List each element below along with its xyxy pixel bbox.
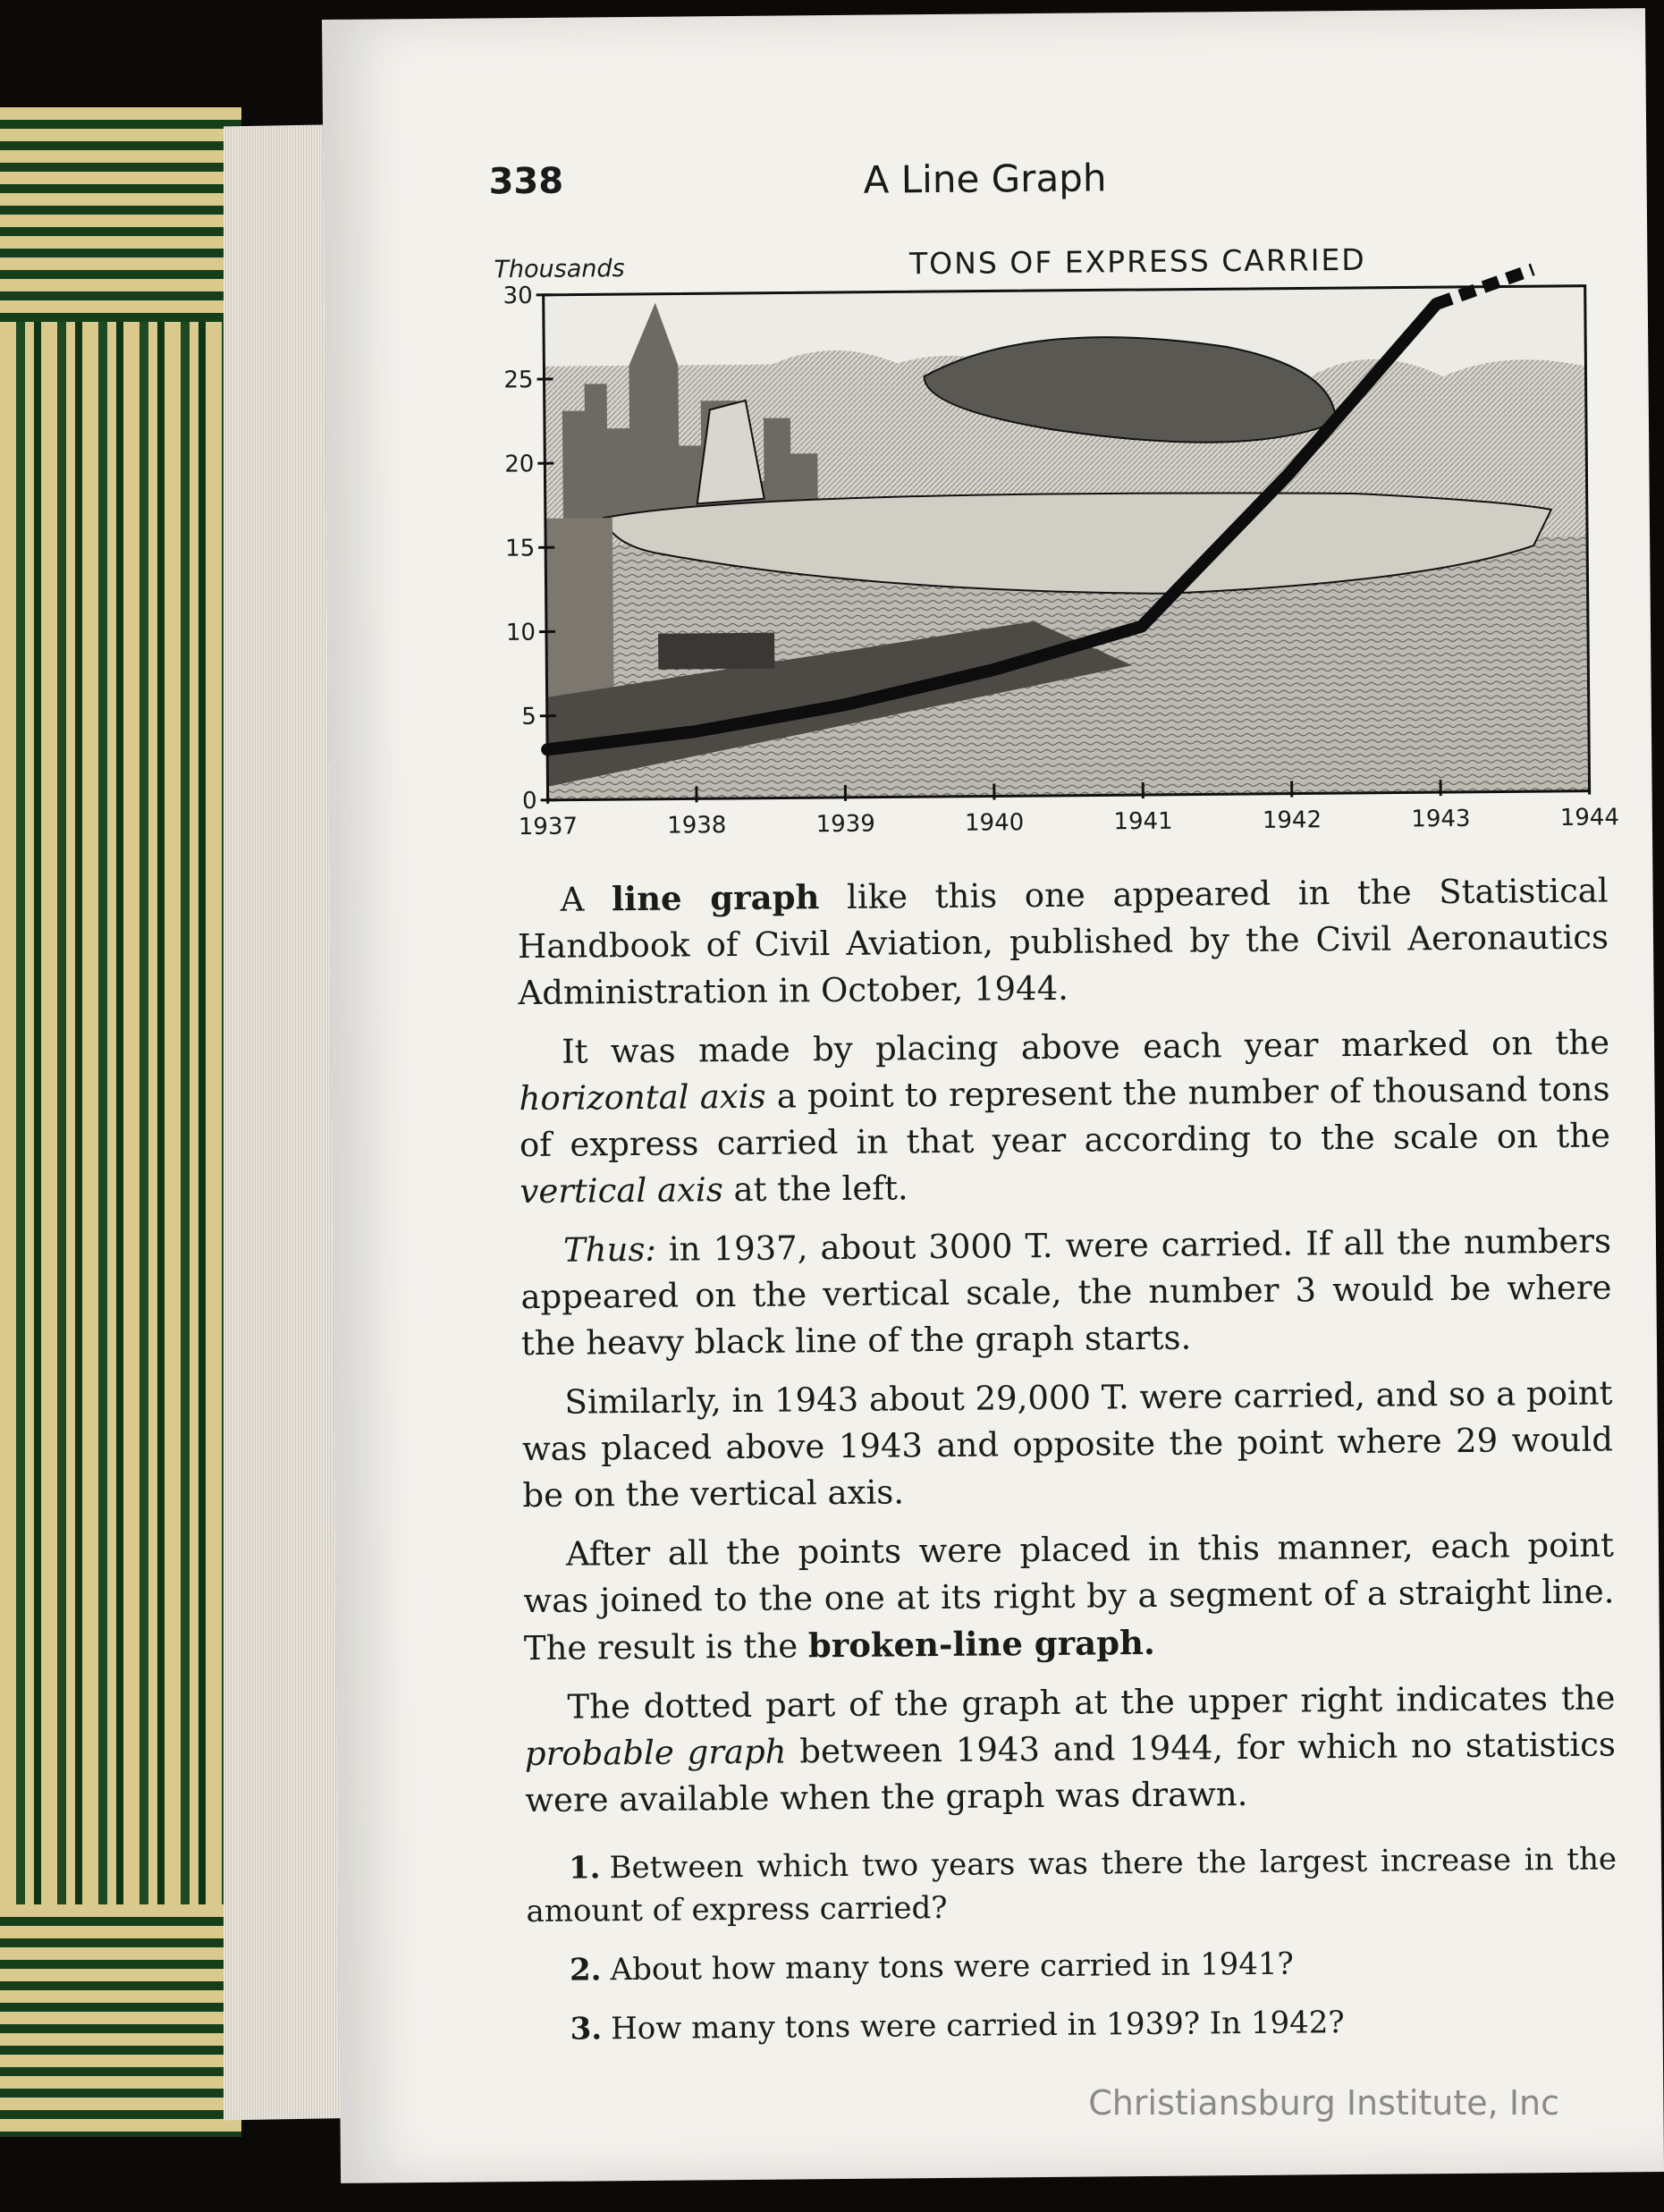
x-tick-label: 1941 — [1113, 807, 1173, 836]
cover-band-bottom — [0, 1904, 241, 2137]
data-point — [546, 748, 548, 750]
book-page — [322, 8, 1664, 2183]
y-tick-label: 20 — [504, 451, 535, 478]
line-graph — [476, 241, 1620, 841]
question — [527, 1939, 1618, 1992]
question-number: 3. — [570, 2011, 603, 2047]
question-text: Between which two years was there the largest increase in the amount of express carried? — [526, 1841, 1618, 1930]
cover-band-top — [0, 107, 241, 322]
question-number: 2. — [569, 1952, 602, 1988]
x-tick-label: 1939 — [815, 810, 875, 839]
x-tick-label: 1943 — [1411, 805, 1471, 833]
data-point — [1288, 473, 1290, 475]
x-tick-label: 1937 — [518, 813, 579, 841]
page-number: 338 — [488, 160, 564, 203]
term-line-graph: line graph — [611, 877, 820, 919]
data-point — [992, 669, 994, 671]
lead-in: Thus: — [562, 1229, 657, 1270]
paragraph — [519, 1019, 1611, 1215]
question — [527, 1998, 1618, 2051]
question-text: How many tons were carried in 1939? In 1942? — [610, 2005, 1345, 2047]
text-run: The dotted part of the graph at the upper right indicates the — [567, 1678, 1616, 1727]
text-run: like this one appeared in the Statistical Handbook of Civil Aviation, published by the Civil Aeronautics Administration in October, 1944. — [517, 871, 1609, 1013]
term-vertical-axis: vertical axis — [519, 1170, 723, 1212]
body-text — [517, 866, 1618, 2067]
paragraph: Similarly, in 1943 about 29,000 T. were carried, and so a point was placed above 1943 and opposite the point where 29 would be on the vertical axis. — [521, 1373, 1614, 1515]
text-run: A — [560, 880, 612, 919]
x-tick-label: 1944 — [1559, 804, 1620, 832]
y-tick-label: 30 — [503, 282, 533, 310]
watermark: Christiansburg Institute, Inc — [1088, 2083, 1559, 2123]
x-tick-label: 1942 — [1262, 806, 1322, 834]
text-run: It was made by placing above each year marked on the — [561, 1023, 1610, 1071]
y-tick-label: 10 — [505, 619, 536, 646]
x-tick-label: 1940 — [964, 809, 1025, 837]
y-tick-label: 0 — [521, 787, 537, 815]
text-run: between 1943 and 1944, for which no statistics were available when the graph was drawn. — [525, 1725, 1617, 1820]
y-tick-label: 15 — [504, 535, 536, 562]
text-run: in 1937, about 3000 T. were carried. If all the numbers appeared on the vertical scale, the number 3 would be where the heavy black line of the graph starts. — [520, 1221, 1612, 1364]
question-number: 1. — [568, 1850, 601, 1887]
text-run: at the left. — [722, 1169, 908, 1210]
x-tick-label: 1938 — [667, 812, 727, 840]
question — [526, 1837, 1618, 1933]
paragraph — [524, 1675, 1616, 1824]
line-graph-figure — [476, 241, 1620, 841]
book-cover-stripes — [0, 107, 241, 2137]
y-tick-label: 25 — [503, 367, 534, 394]
text-run: a point to represent the number of thousand tons of express carried in that year according to the scale on the — [519, 1069, 1611, 1165]
data-point — [695, 730, 697, 732]
paragraph — [520, 1218, 1612, 1367]
flying-boat-illustration — [544, 286, 1590, 800]
paragraph — [517, 866, 1609, 1017]
question-text: About how many tons were carried in 1941? — [610, 1946, 1294, 1988]
term-horizontal-axis: horizontal axis — [519, 1076, 766, 1119]
text-run: After all the points were placed in this manner, each point was joined to the one at its right by a segment of a straight line. The result is the — [523, 1525, 1615, 1668]
y-tick-label: 5 — [521, 703, 536, 730]
term-broken-line-graph: broken-line graph. — [807, 1622, 1155, 1666]
exercise-questions — [526, 1837, 1618, 2051]
paragraph — [523, 1522, 1615, 1672]
running-head — [323, 151, 1646, 216]
term-probable-graph: probable graph — [524, 1732, 787, 1774]
page-title: A Line Graph — [863, 156, 1107, 202]
data-point — [1141, 626, 1143, 628]
y-axis-unit-label: Thousands — [494, 255, 625, 284]
chart-title: TONS OF EXPRESS CARRIED — [908, 241, 1366, 282]
data-point — [844, 704, 846, 705]
